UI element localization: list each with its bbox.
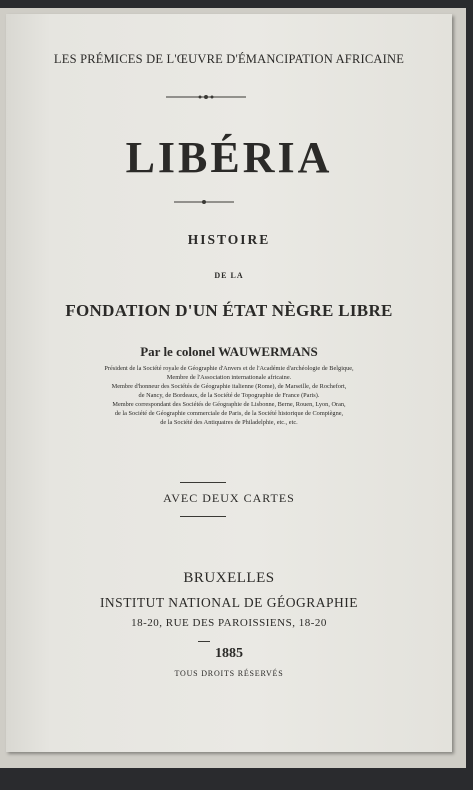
credential-line: de Nancy, de Bordeaux, de la Société de Topographie de France (Paris). — [138, 392, 320, 399]
credential-line: de la Société des Antiquaires de Philadelphie, etc., etc. — [160, 419, 298, 426]
ornament-rule-middle — [174, 199, 234, 205]
credential-line: Membre d'honneur des Sociétés de Géographie italienne (Rome), de Marseille, de Rochefort, — [111, 383, 347, 390]
rights-notice: TOUS DROITS RÉSERVÉS — [174, 669, 284, 678]
rule-below-maps — [180, 516, 226, 517]
maps-note: AVEC DEUX CARTES — [163, 491, 295, 505]
book-title: LIBÉRIA — [125, 133, 333, 182]
credential-line: Membre de l'Association internationale africaine. — [166, 374, 292, 381]
rule-above-maps — [180, 482, 226, 483]
publication-year: 1885 — [215, 646, 243, 661]
ornament-rule-top — [166, 94, 246, 100]
publisher-name: INSTITUT NATIONAL DE GÉOGRAPHIE — [99, 595, 359, 610]
book-subtitle: FONDATION D'UN ÉTAT NÈGRE LIBRE — [65, 301, 393, 320]
credential-line: Membre correspondant des Sociétés de Géographie de Lisbonne, Berne, Rouen, Lyon, Oran, — [112, 401, 346, 408]
title-page — [6, 14, 452, 752]
credential-line: Président de la Société royale de Géographie d'Anvers et de l'Académie d'archéologie de Belgique, — [104, 365, 354, 372]
histoire-heading: HISTOIRE — [187, 232, 271, 247]
publisher-city: BRUXELLES — [183, 570, 275, 586]
rule-above-year — [198, 641, 210, 642]
credential-line: de la Société de Géographie commerciale de Paris, de la Société historique de Compiègne, — [114, 410, 344, 417]
author-line: Par le colonel WAUWERMANS — [140, 344, 318, 359]
series-heading: LES PRÉMICES DE L'ŒUVRE D'ÉMANCIPATION AFRICAINE — [53, 52, 405, 66]
de-la-text: DE LA — [214, 271, 244, 280]
publisher-address: 18-20, RUE DES PAROISSIENS, 18-20 — [131, 617, 327, 629]
